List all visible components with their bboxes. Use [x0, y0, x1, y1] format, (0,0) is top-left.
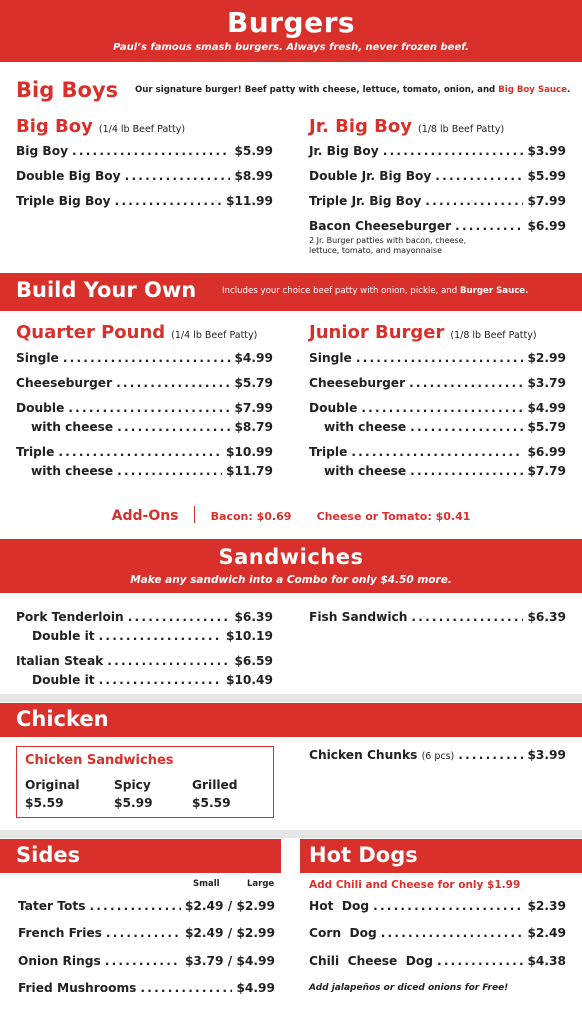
- quarter-pound-heading: Quarter Pound (1/4 lb Beef Patty): [16, 322, 258, 343]
- menu-item: with cheese ..... $8.79: [31, 420, 273, 434]
- menu-item: Chili Cheese Dog ..... $4.38: [309, 954, 566, 968]
- menu-item: Hot Dog ..... $2.39: [309, 899, 566, 913]
- menu-item: Fish Sandwich ..... $6.39: [309, 610, 566, 624]
- burgers-banner: [0, 0, 582, 62]
- burgers-title: Burgers: [226, 6, 356, 39]
- menu-item: Fried Mushrooms ..... $4.99: [18, 981, 275, 995]
- menu-item: with cheese ..... $5.79: [324, 420, 566, 434]
- menu-item: Bacon Cheeseburger ..... $6.99: [309, 219, 566, 233]
- hot-dogs-footnote: Add jalapeños or diced onions for Free!: [309, 983, 509, 993]
- menu-item: Double ..... $4.99: [309, 401, 566, 415]
- chicken-option-original: Original $5.59: [25, 778, 80, 810]
- build-your-own-description: Includes your choice beef patty with onion, pickle, and Burger Sauce.: [222, 286, 529, 296]
- sandwiches-title: Sandwiches: [218, 545, 364, 569]
- menu-item: Italian Steak ..... $6.59: [16, 654, 273, 668]
- sandwiches-subtitle: Make any sandwich into a Combo for only $4.50 more.: [130, 574, 452, 586]
- big-boy-sauce-label: Big Boy Sauce: [498, 85, 567, 95]
- chicken-banner: [0, 703, 582, 737]
- big-boy-heading: [16, 116, 185, 137]
- big-boys-desc-text: Our signature burger! Beef patty with cheese, lettuce, tomato, onion, and: [135, 85, 499, 95]
- burgers-subtitle: Paul’s famous smash burgers. Always fresh, never frozen beef.: [113, 42, 469, 53]
- section-divider: [0, 830, 582, 838]
- hot-dogs-title: Hot Dogs: [309, 843, 418, 867]
- addon-bacon: Bacon: $0.69: [210, 510, 292, 523]
- chicken-option-grilled: Grilled $5.59: [192, 778, 238, 810]
- menu-item: Pork Tenderloin ..... $6.39: [16, 610, 273, 624]
- burger-sauce-label: Burger Sauce.: [459, 286, 529, 296]
- menu-item: Cheeseburger ..... $3.79: [309, 376, 566, 390]
- menu-item: Tater Tots ..... $2.49 / $2.99: [18, 899, 275, 913]
- sides-title: Sides: [16, 843, 81, 867]
- menu-item: Double Jr. Big Boy ..... $5.99: [309, 169, 566, 183]
- jr-big-boy-heading: [309, 116, 504, 137]
- menu-item: Double it ..... $10.19: [32, 629, 273, 643]
- big-boy-patty-note: (1/4 lb Beef Patty): [98, 124, 186, 135]
- menu-item: Triple ..... $6.99: [309, 445, 566, 459]
- menu-item: French Fries ..... $2.49 / $2.99: [18, 926, 275, 940]
- big-boys-title: Big Boys: [16, 78, 119, 102]
- big-boy-heading-label: Big Boy: [16, 116, 93, 137]
- sandwiches-banner: [0, 539, 582, 593]
- hot-dogs-promo: Add Chili and Cheese for only $1.99: [309, 879, 521, 891]
- sides-banner: [0, 839, 281, 873]
- big-boys-description: [135, 85, 570, 95]
- menu-item: Cheeseburger ..... $5.79: [16, 376, 273, 390]
- menu-item: Triple ..... $10.99: [16, 445, 273, 459]
- menu-item: Double ..... $7.99: [16, 401, 273, 415]
- hot-dogs-banner: [300, 839, 582, 873]
- big-boys-desc-end: .: [566, 85, 571, 95]
- menu-item: Onion Rings ..... $3.79 / $4.99: [18, 954, 275, 968]
- menu-item: Single ..... $4.99: [16, 351, 273, 365]
- jr-big-boy-patty-note: (1/8 lb Beef Patty): [417, 124, 505, 135]
- junior-burger-heading: Junior Burger (1/8 lb Beef Patty): [309, 322, 537, 343]
- section-divider: [0, 694, 582, 702]
- sides-col-large: Large: [247, 879, 275, 889]
- sides-col-small: Small: [193, 879, 220, 889]
- menu-item: Chicken Chunks (6 pcs) ..... $3.99: [309, 748, 566, 762]
- menu-item: Triple Big Boy ..... $11.99: [16, 194, 273, 208]
- addon-cheese-tomato: Cheese or Tomato: $0.41: [316, 510, 471, 523]
- menu-item: Triple Jr. Big Boy ..... $7.99: [309, 194, 566, 208]
- chicken-sandwiches-title: Chicken Sandwiches: [25, 753, 174, 768]
- menu-item: Big Boy ..... $5.99: [16, 144, 273, 158]
- build-your-own-banner: [0, 273, 582, 311]
- chicken-title: Chicken: [16, 707, 109, 731]
- menu-item: Jr. Big Boy ..... $3.99: [309, 144, 566, 158]
- menu-item: Corn Dog ..... $2.49: [309, 926, 566, 940]
- menu-item: Double it ..... $10.49: [32, 673, 273, 687]
- add-ons-divider: [194, 506, 195, 523]
- chicken-option-spicy: Spicy $5.99: [114, 778, 153, 810]
- build-your-own-title: Build Your Own: [16, 278, 197, 302]
- menu-item: Single ..... $2.99: [309, 351, 566, 365]
- menu-item: with cheese ..... $7.79: [324, 464, 566, 478]
- bacon-cheeseburger-note: 2 Jr. Burger patties with bacon, cheese, lettuce, tomato, and mayonnaise: [309, 236, 467, 255]
- jr-big-boy-heading-label: Jr. Big Boy: [309, 116, 412, 137]
- menu-item: with cheese ..... $11.79: [31, 464, 273, 478]
- add-ons-row: [0, 505, 582, 524]
- menu-item: Double Big Boy ..... $8.99: [16, 169, 273, 183]
- chicken-sandwiches-box: [16, 746, 274, 818]
- add-ons-label: Add-Ons: [111, 508, 179, 524]
